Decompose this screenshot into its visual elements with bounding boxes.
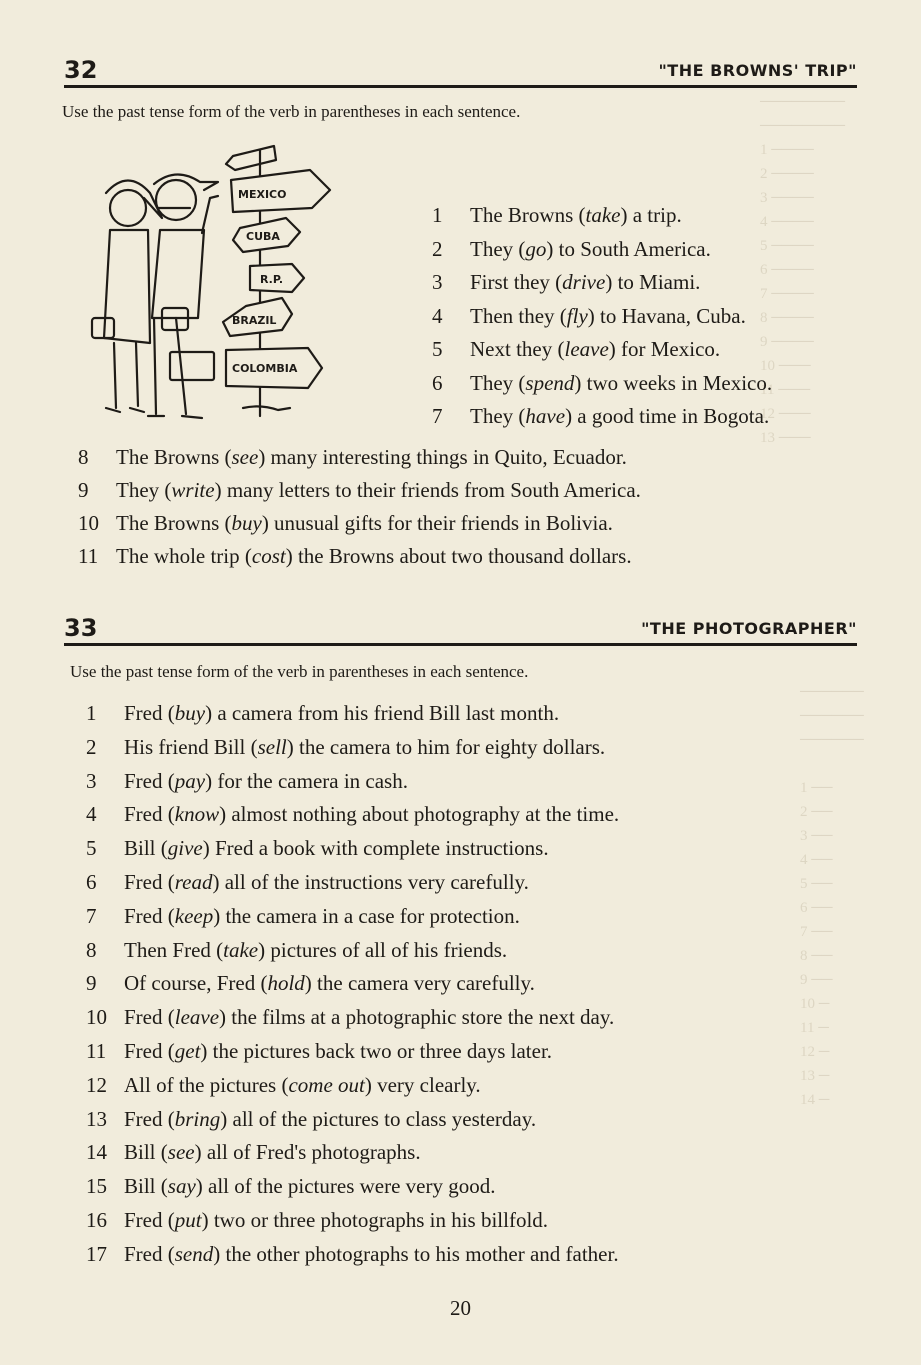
sentence-number: 15 [86,1174,107,1199]
verb-in-parentheses: see [231,445,259,469]
sentence-number: 4 [86,802,97,827]
sentence-text-end: ) many interesting things in Quito, Ecuador. [258,445,627,469]
sign-brazil: BRAZIL [232,314,277,327]
section-title: "THE BROWNS' TRIP" [658,61,857,80]
verb-in-parentheses: go [525,236,547,261]
verb-in-parentheses: hold [267,971,305,996]
exercise-sentence [86,1208,548,1233]
exercise-sentence [86,769,408,794]
exercise-sentence [86,701,559,726]
exercise-sentence [86,1242,619,1267]
sentence-text-end: ) two or three photographs in his billfold. [201,1208,549,1232]
sentence-text-end: ) the camera in a case for protection. [213,903,520,928]
exercise-sentence [86,1174,496,1199]
sentence-text-start: Next they ( [470,337,565,361]
verb-in-parentheses: spend [525,370,575,395]
exercise-sentence [432,304,746,329]
sign-mexico: MEXICO [238,188,287,201]
verb-in-parentheses: see [167,1140,195,1165]
page-number: 20 [450,1296,471,1320]
verb-in-parentheses: buy [174,701,206,725]
sentence-text-end: ) for the camera in cash. [205,768,408,793]
sentence-number: 3 [432,270,443,294]
sentence-text-end: ) the Browns about two thousand dollars. [285,544,632,568]
divider [64,85,857,88]
sentence-number: 5 [86,836,97,861]
verb-in-parentheses: buy [231,511,262,535]
sentence-number: 16 [86,1208,107,1232]
sentence-number: 17 [86,1241,107,1266]
sentence-text-end: ) all of the pictures to class yesterday. [220,1106,537,1131]
sign-colombia: COLOMBIA [232,362,298,375]
sentence-text-end: ) to South America. [546,236,711,261]
exercise-sentence [86,735,605,760]
sentence-text-end: ) pictures of all of his friends. [258,937,508,962]
sentence-text-start: Bill ( [124,1174,168,1199]
sentence-text-end: ) to Havana, Cuba. [587,303,746,328]
exercise-sentence [86,971,535,996]
exercise-sentence [78,445,627,470]
sentence-text-end: ) the other photographs to his mother and father. [213,1241,619,1266]
sentence-number: 6 [86,870,97,894]
verb-in-parentheses: drive [562,270,606,294]
sentence-text-start: Fred ( [124,1208,175,1232]
verb-in-parentheses: read [174,870,213,894]
verb-in-parentheses: take [585,203,621,227]
sentence-text-start: The Browns ( [116,511,232,535]
verb-in-parentheses: have [525,404,566,428]
exercise-sentence [86,938,507,963]
verb-in-parentheses: bring [174,1106,221,1131]
sentence-number: 10 [86,1005,107,1030]
sentence-number: 11 [78,544,99,568]
sentence-text-start: Fred ( [124,802,175,827]
sentence-text-end: ) the pictures back two or three days later. [200,1039,553,1063]
exercise-sentence [86,1005,614,1030]
verb-in-parentheses: say [167,1174,196,1199]
sentence-text-end: ) the films at a photographic store the next day. [219,1005,615,1030]
sentence-text-start: Then Fred ( [124,937,224,962]
exercise-sentence [432,237,711,262]
sentence-number: 2 [432,236,443,261]
verb-in-parentheses: fly [566,303,588,328]
sentence-number: 8 [78,445,89,469]
verb-in-parentheses: cost [251,544,286,568]
exercise-sentence [86,904,520,929]
sentence-text-start: Of course, Fred ( [124,971,268,996]
sentence-text-start: They ( [470,236,526,261]
sentence-text-end: ) the camera to him for eighty dollars. [286,734,606,759]
verb-in-parentheses: leave [564,337,609,361]
sentence-number: 4 [432,303,443,328]
sentence-text-start: They ( [116,478,172,502]
sentence-text-end: ) Fred a book with complete instructions. [202,836,549,861]
sentence-text-end: ) almost nothing about photography at the time. [219,802,620,827]
sentence-number: 10 [78,511,99,535]
sentence-text-end: ) the camera very carefully. [304,971,535,996]
sign-cuba: CUBA [246,230,280,243]
sentence-number: 12 [86,1072,107,1097]
section-33-header [64,614,857,644]
sentence-text-start: Fred ( [124,1241,175,1266]
sentence-text-end: ) all of Fred's photographs. [194,1140,421,1165]
sentence-text-start: The Browns ( [116,445,232,469]
sentence-text-start: Fred ( [124,1106,175,1131]
sentence-text-start: All of the pictures ( [124,1072,289,1097]
sentence-text-start: Fred ( [124,903,175,928]
sentence-number: 11 [86,1039,107,1063]
verb-in-parentheses: come out [288,1072,365,1097]
sentence-text-start: Fred ( [124,1005,175,1030]
sentence-number: 5 [432,337,443,361]
sentence-text-end: ) all of the pictures were very good. [195,1174,496,1199]
section-title: "THE PHOTOGRAPHER" [641,619,857,638]
section-number: 33 [64,614,98,642]
show-through-text: ──────── ──────── 1 ──── 2 ──── 3 ──── 4 ──── 5 ──── 6 ──── 7 ──── 8 ──── 9 ──── 10 ─── 11 ─── 12 ─── 13 ─── [760,94,846,446]
exercise-sentence [86,802,619,827]
sentence-text-end: ) a camera from his friend Bill last month. [205,701,560,725]
exercise-sentence [86,1107,536,1132]
sentence-text-end: ) all of the instructions very carefully. [212,870,529,894]
exercise-sentence [432,203,682,228]
sentence-number: 6 [432,370,443,395]
sentence-number: 9 [78,478,89,502]
sentence-text-end: ) for Mexico. [608,337,721,361]
exercise-sentence [432,337,720,362]
sentence-text-start: Fred ( [124,768,175,793]
instruction: Use the past tense form of the verb in parentheses in each sentence. [70,662,529,681]
sentence-number: 7 [86,903,97,928]
exercise-sentence [86,836,549,861]
sentence-text-start: Then they ( [470,303,567,328]
sentence-number: 3 [86,768,97,793]
sentence-number: 2 [86,734,97,759]
sentence-text-start: The whole trip ( [116,544,252,568]
sentence-text-start: They ( [470,404,526,428]
sentence-text-end: ) unusual gifts for their friends in Bolivia. [261,511,613,535]
sentence-text-start: His friend Bill ( [124,734,258,759]
sentence-text-end: ) two weeks in Mexico. [574,370,773,395]
sentence-text-end: ) many letters to their friends from South America. [214,478,641,502]
sentence-text-start: Fred ( [124,870,175,894]
verb-in-parentheses: pay [174,768,206,793]
exercise-sentence [78,511,613,536]
exercise-sentence [86,1073,481,1098]
sentence-text-end: ) to Miami. [605,270,701,294]
sentence-text-start: Bill ( [124,836,168,861]
exercise-sentence [86,870,529,895]
sentence-number: 13 [86,1106,107,1131]
verb-in-parentheses: know [174,802,220,827]
verb-in-parentheses: give [167,836,203,861]
sentence-text-start: They ( [470,370,526,395]
exercise-sentence [78,478,641,503]
verb-in-parentheses: sell [257,734,287,759]
sentence-number: 9 [86,971,97,996]
sign-rp: R.P. [260,273,284,286]
exercise-sentence [86,1140,421,1165]
verb-in-parentheses: take [223,937,259,962]
verb-in-parentheses: send [174,1241,214,1266]
sentence-text-start: Bill ( [124,1140,168,1165]
sentence-number: 1 [432,203,443,227]
sentence-number: 7 [432,404,443,428]
exercise-sentence [86,1039,552,1064]
sentence-number: 14 [86,1140,107,1165]
exercise-sentence [432,404,769,429]
verb-in-parentheses: keep [174,903,214,928]
exercise-sentence [432,371,772,396]
instruction: Use the past tense form of the verb in parentheses in each sentence. [62,102,521,121]
verb-in-parentheses: put [174,1208,202,1232]
sentence-text-end: ) a trip. [620,203,682,227]
verb-in-parentheses: write [171,478,215,502]
section-number: 32 [64,56,98,84]
sentence-text-start: Fred ( [124,1039,175,1063]
sentence-number: 8 [86,937,97,962]
verb-in-parentheses: leave [174,1005,220,1030]
exercise-sentence [78,544,632,569]
exercise-sentence [432,270,700,295]
sentence-text-end: ) a good time in Bogota. [565,404,770,428]
sentence-text-start: The Browns ( [470,203,586,227]
verb-in-parentheses: get [174,1039,201,1063]
section-32-header [64,56,857,86]
show-through-text-2: ────── ────── ────── 1 ── 2 ── 3 ── 4 ── 5 ── 6 ── 7 ── 8 ── 9 ── 10 ─ 11 ─ 12 ─ 13 ─ 14 ─ [800,684,864,1108]
travelers-signpost-illustration [78,138,430,430]
sentence-text-start: Fred ( [124,701,175,725]
sentence-number: 1 [86,701,97,725]
sentence-text-start: First they ( [470,270,563,294]
divider [64,643,857,646]
sentence-text-end: ) very clearly. [364,1072,481,1097]
